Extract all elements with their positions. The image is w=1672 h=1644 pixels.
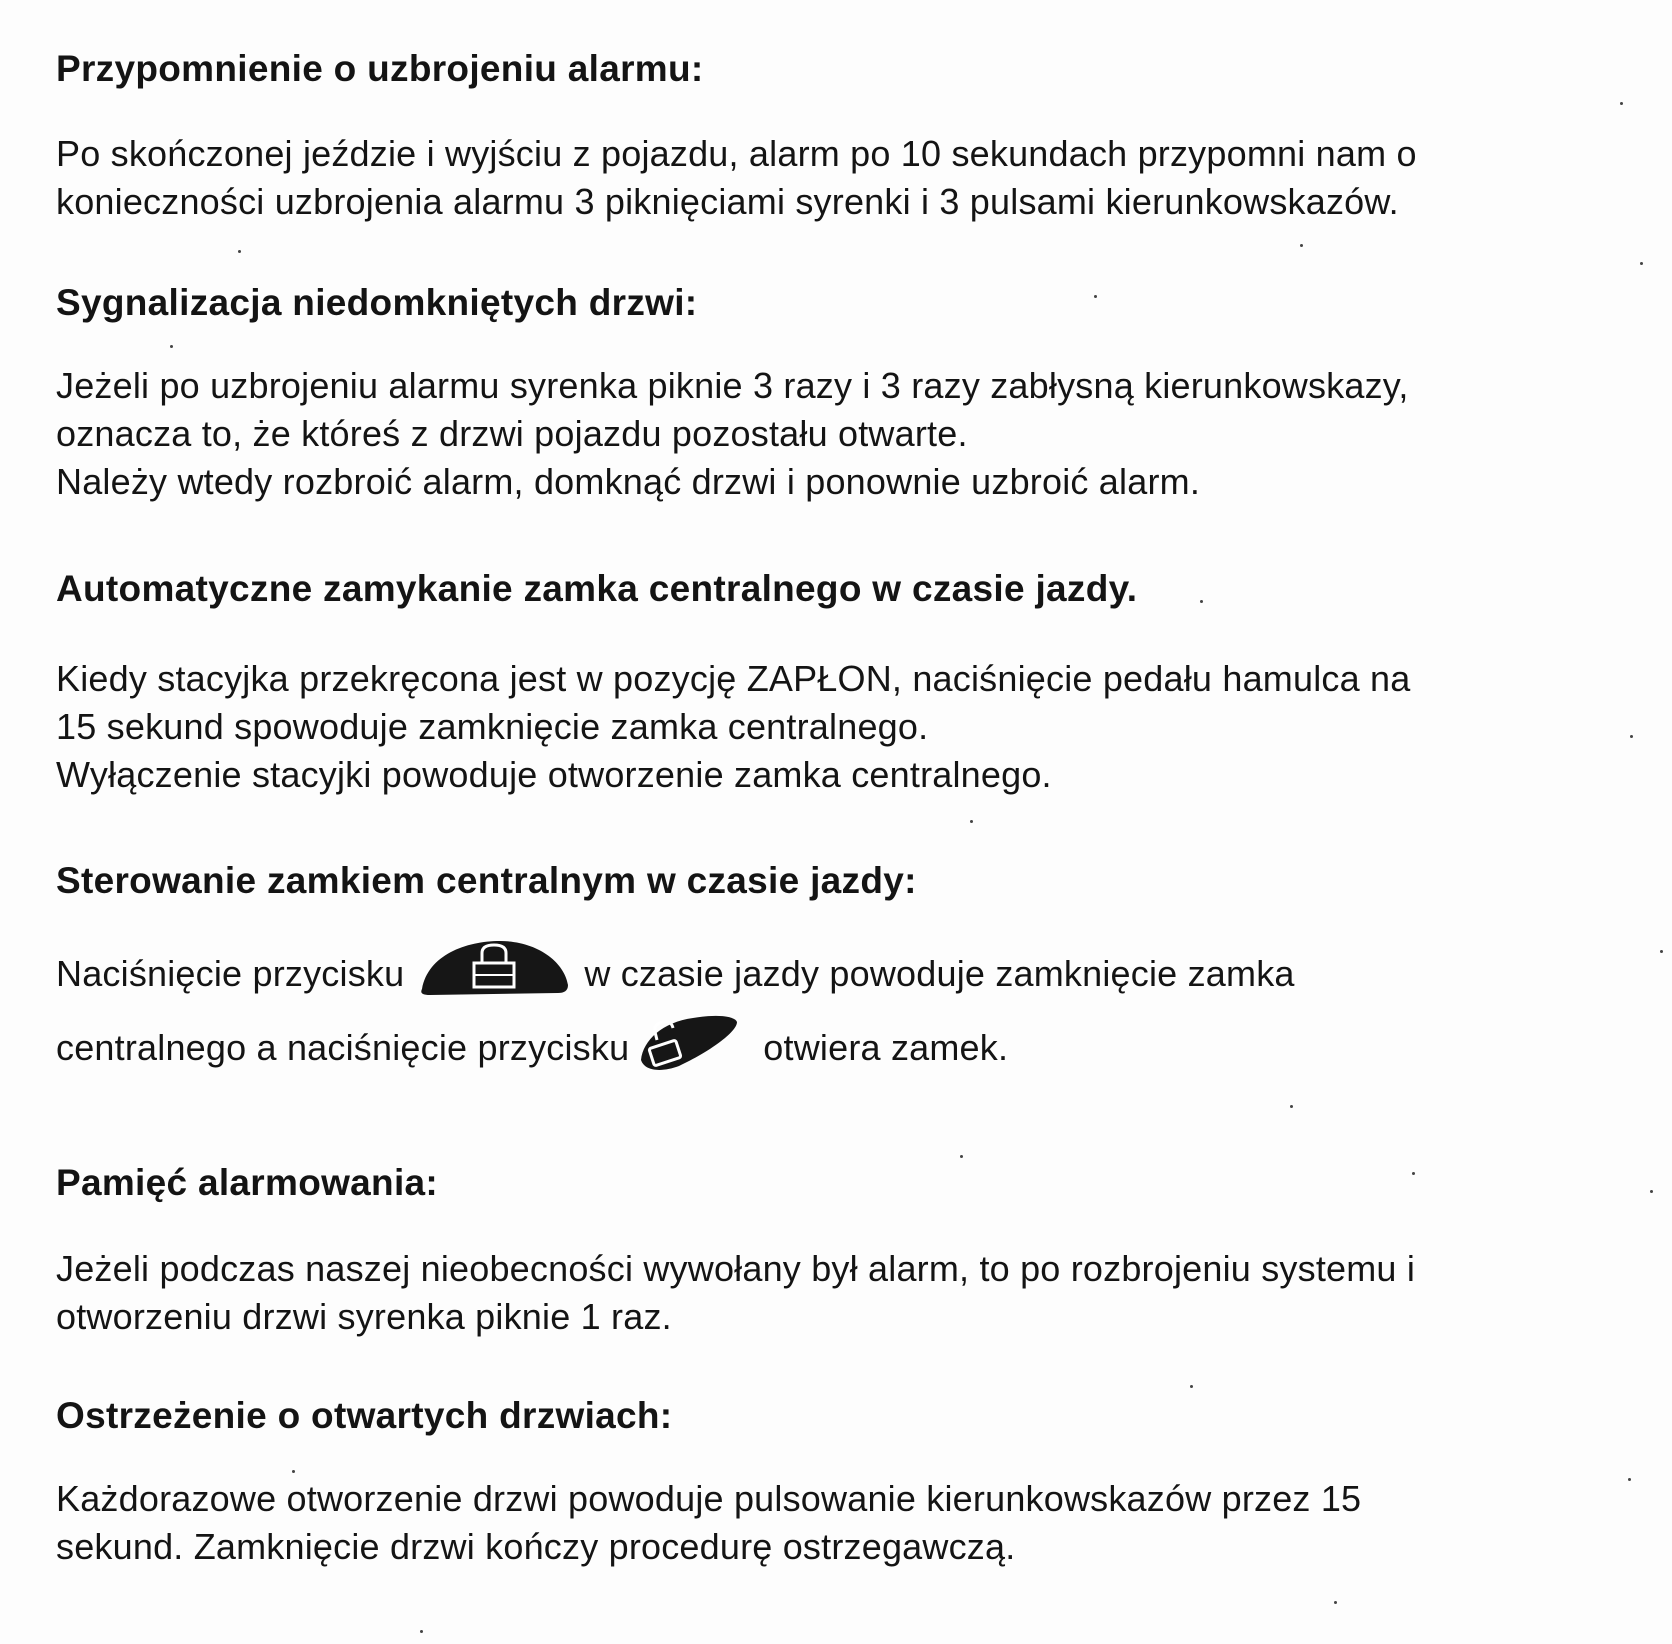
text-line: Należy wtedy rozbroić alarm, domknąć drzwi i ponownie uzbroić alarm. [56,461,1201,502]
section-heading-open-door-signal: Sygnalizacja niedomkniętych drzwi: [56,282,698,323]
text-line: oznacza to, że któreś z drzwi pojazdu pozostału otwarte. [56,413,968,454]
paragraph-open-door-warning [56,1475,1361,1571]
paragraph-central-lock-control [56,940,1295,1082]
section-heading-central-lock-control: Sterowanie zamkiem centralnym w czasie jazdy: [56,860,917,901]
text-fragment: w czasie jazdy powoduje zamknięcie zamka [584,953,1295,994]
text-fragment: Naciśnięcie przycisku [56,953,405,994]
text-line: Kiedy stacyjka przekręcona jest w pozycję ZAPŁON, naciśnięcie pedału hamulca na [56,658,1411,699]
text-line: Wyłączenie stacyjki powoduje otworzenie zamka centralnego. [56,754,1052,795]
paragraph-auto-lock [56,655,1410,799]
text-line: Jeżeli podczas naszej nieobecności wywołany był alarm, to po rozbrojeniu systemu i [56,1248,1416,1289]
scan-speck [1630,735,1633,738]
paragraph-alarm-memory [56,1245,1415,1341]
scan-speck [1094,295,1097,298]
text-line: Każdorazowe otworzenie drzwi powoduje pulsowanie kierunkowskazów przez 15 [56,1478,1362,1519]
scan-speck [970,820,973,823]
text-line: 15 sekund spowoduje zamknięcie zamka centralnego. [56,706,929,747]
closed-padlock-icon [418,937,570,1011]
text-line: Jeżeli po uzbrojeniu alarmu syrenka piknie 3 razy i 3 razy zabłysną kierunkowskazy, [56,365,1409,406]
text-fragment: centralnego a naciśnięcie przycisku [56,1027,630,1068]
text-line: sekund. Zamknięcie drzwi kończy procedurę ostrzegawczą. [56,1526,1016,1567]
scan-speck [1290,1105,1293,1108]
scan-speck [1190,1385,1193,1388]
scan-speck [1640,262,1643,265]
scan-speck [420,1630,423,1633]
scan-speck [1650,1190,1653,1193]
scan-speck [1660,950,1663,953]
scan-speck [1200,600,1203,603]
scan-speck [238,250,241,253]
text-line: otworzeniu drzwi syrenka piknie 1 raz. [56,1296,672,1337]
open-padlock-icon [639,1010,739,1086]
section-heading-alarm-memory: Pamięć alarmowania: [56,1162,439,1203]
scan-speck [170,345,173,348]
text-line [56,1014,1295,1082]
scan-speck [1628,1478,1631,1481]
scan-speck [1620,102,1623,105]
text-fragment: otwiera zamek. [763,1027,1009,1068]
scan-speck [960,1155,963,1158]
scan-speck [1300,244,1303,247]
paragraph-open-door-signal [56,362,1409,506]
section-heading-arming-reminder: Przypomnienie o uzbrojeniu alarmu: [56,48,704,89]
scan-speck [1412,1172,1415,1175]
scan-speck [292,1470,295,1473]
text-line: konieczności uzbrojenia alarmu 3 piknięciami syrenki i 3 pulsami kierunkowskazów. [56,181,1399,222]
text-line [56,940,1295,1008]
section-heading-auto-lock: Automatyczne zamykanie zamka centralnego w czasie jazdy. [56,568,1138,609]
paragraph-arming-reminder [56,130,1417,226]
text-line: Po skończonej jeździe i wyjściu z pojazdu, alarm po 10 sekundach przypomni nam o [56,133,1417,174]
section-heading-open-door-warning: Ostrzeżenie o otwartych drzwiach: [56,1395,673,1436]
scan-speck [1334,1601,1337,1604]
